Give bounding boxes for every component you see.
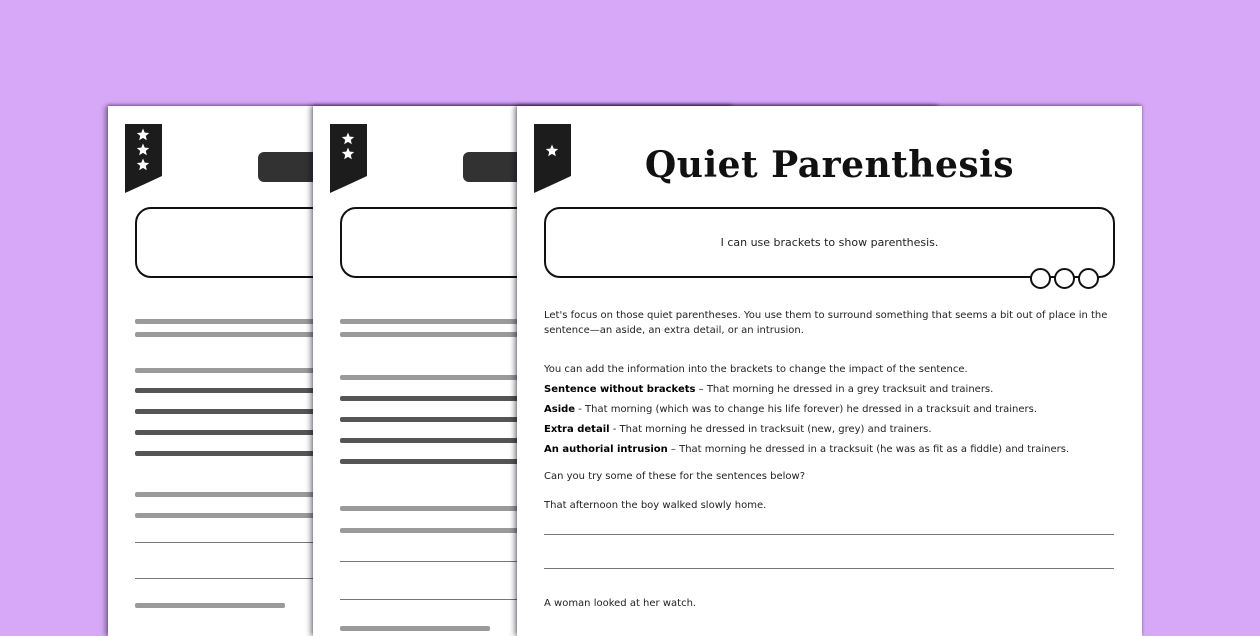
example-text: - That morning (which was to change his life forever) he dressed in a tracksuit and trainers.	[575, 404, 1037, 415]
text-line-placeholder	[340, 626, 490, 631]
title-fragment	[258, 152, 318, 182]
text-line-placeholder	[135, 603, 285, 608]
sentence-1: That afternoon the boy walked slowly home.	[544, 500, 767, 511]
assessment-circle	[1030, 268, 1051, 289]
example-text: – That morning he dressed in a tracksuit (he was as fit as a fiddle) and trainers.	[667, 444, 1070, 455]
assessment-circle	[1054, 268, 1075, 289]
prompt-text: Can you try some of these for the sentences below?	[544, 471, 806, 482]
self-assessment-circles	[1030, 268, 1099, 289]
example-line	[544, 382, 1114, 397]
instruction-text: You can add the information into the brackets to change the impact of the sentence.	[544, 364, 968, 375]
worksheet-page-one-star	[517, 106, 1142, 636]
difficulty-star-badge-icon	[125, 124, 162, 193]
page-title: Quiet Parenthesis	[644, 144, 1015, 186]
example-line	[544, 422, 1114, 437]
example-label: Sentence without brackets	[544, 384, 696, 395]
assessment-circle	[1078, 268, 1099, 289]
example-label: An authorial intrusion	[544, 444, 668, 455]
learning-objective: I can use brackets to show parenthesis.	[720, 236, 939, 249]
title-fragment	[463, 152, 523, 182]
example-text: - That morning he dressed in tracksuit (new, grey) and trainers.	[609, 424, 932, 435]
intro-text: Let's focus on those quiet parentheses. You use them to surround something that seems a bit out of place in the sentence—an aside, an extra detail, or an intrusion.	[544, 310, 1108, 336]
answer-line	[544, 534, 1114, 535]
example-line	[544, 402, 1114, 417]
example-line	[544, 442, 1114, 457]
example-label: Aside	[544, 404, 576, 415]
example-label: Extra detail	[544, 424, 610, 435]
example-text: – That morning he dressed in a grey tracksuit and trainers.	[695, 384, 994, 395]
difficulty-star-badge-icon	[330, 124, 367, 193]
sentence-2: A woman looked at her watch.	[544, 598, 697, 609]
answer-line	[544, 568, 1114, 569]
